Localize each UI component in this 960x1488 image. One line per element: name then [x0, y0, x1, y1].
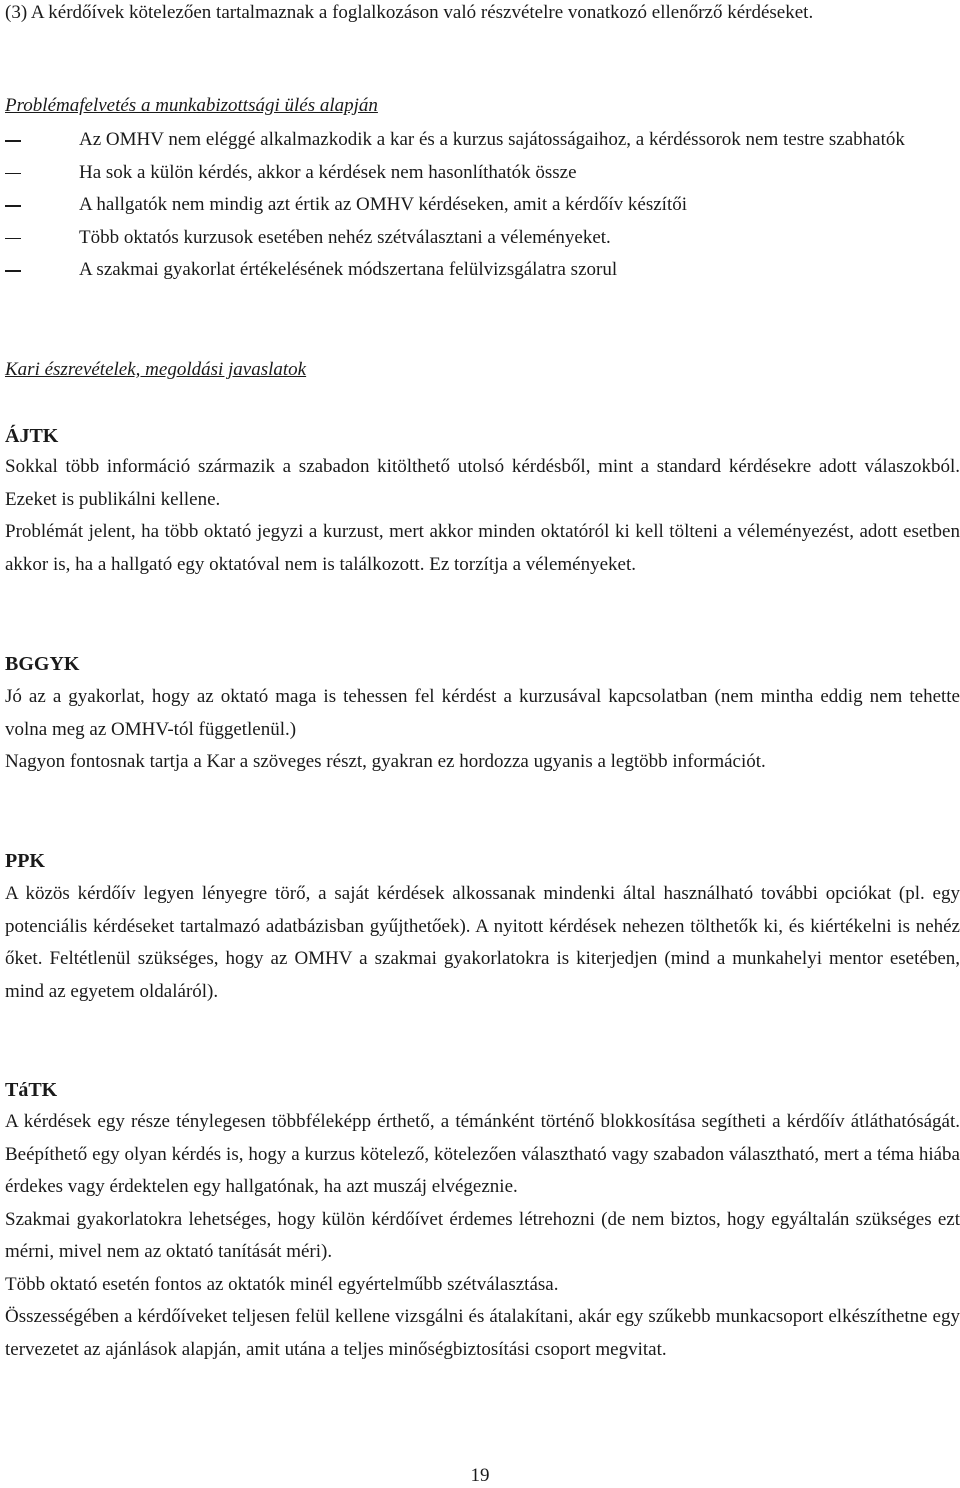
faculty-body-bggyk: [5, 681, 960, 779]
paragraph: Több oktató esetén fontos az oktatók minél egyértelműbb szétválasztása.: [5, 1273, 559, 1295]
faculty-body-tatk: [5, 1106, 960, 1366]
list-item-text: A szakmai gyakorlat értékelésének módszertana felülvizsgálatra szorul: [79, 259, 618, 280]
list-item-text: A hallgatók nem mindig azt értik az OMHV kérdéseken, amit a kérdőív készítői: [79, 194, 688, 215]
dash-bullet: [5, 140, 21, 142]
page-number: 19: [470, 1465, 490, 1486]
paragraph: A kérdések egy része ténylegesen többféleképp érthető, a témánként történő blokkosítása segítheti a kérdőív átláthatóságát. Beépíthető egy olyan kérdés is, hogy a kurzus kötelező, kötelezően választható vagy szabadon választható, mert a téma hiába érdekes vagy érdektelen egy hallgatónak, ha azt muszáj elvégeznie.: [5, 1111, 960, 1197]
dash-bullet: [5, 270, 21, 272]
list-item-text: Az OMHV nem eléggé alkalmazkodik a kar és a kurzus sajátosságaihoz, a kérdéssorok nem testre szabhatók: [79, 129, 905, 150]
list-item: [5, 189, 960, 222]
problems-list: [5, 124, 960, 287]
faculty-heading-tatk: TáTK: [5, 1079, 58, 1101]
observations-section-label: Kari észrevételek, megoldási javaslatok: [5, 359, 307, 380]
faculty-body-ppk: [5, 878, 960, 1008]
paragraph: Nagyon fontosnak tartja a Kar a szöveges részt, gyakran ez hordozza ugyanis a legtöbb információt.: [5, 751, 766, 772]
dash-bullet: [5, 173, 21, 175]
paragraph: Szakmai gyakorlatokra lehetséges, hogy külön kérdőívet érdemes létrehozni (de nem biztos, hogy egyáltalán szükséges ezt mérni, mivel nem az oktató tanítását méri).: [5, 1208, 960, 1262]
list-item: [5, 124, 960, 157]
faculty-heading-ppk: PPK: [5, 850, 45, 872]
paragraph: A közös kérdőív legyen lényegre törő, a saját kérdések alkossanak mindenki által használható további opciókat (pl. egy potenciális kérdéseket tartalmazó adatbázisban gyűjthetőek). A nyitott kérdések nehezen tölthetők ki, és kiértékelni is nehéz őket. Feltétlenül szükséges, hogy az OMHV a szakmai gyakorlatokra is kiterjedjen (mind a munkahelyi mentor esetében, mind az egyetem oldaláról).: [5, 883, 960, 1002]
faculty-heading-bggyk: BGGYK: [5, 653, 80, 675]
list-item: [5, 254, 960, 287]
list-item: [5, 222, 960, 255]
faculty-body-ajtk: [5, 451, 960, 581]
list-item-text: Ha sok a külön kérdés, akkor a kérdések nem hasonlíthatók össze: [79, 161, 577, 183]
paragraph: Sokkal több információ származik a szabadon kitölthető utolsó kérdésből, mint a standard kérdésekre adott válaszokból. Ezeket is publikálni kellene.: [5, 456, 960, 510]
problems-section-label: Problémafelvetés a munkabizottsági ülés alapján: [5, 95, 378, 116]
list-item-text: Több oktatós kurzusok esetében nehéz szétválasztani a véleményeket.: [79, 226, 611, 248]
paragraph: Jó az a gyakorlat, hogy az oktató maga is tehessen fel kérdést a kurzusával kapcsolatban (nem mintha eddig nem tehette volna meg az OMHV-tól függetlenül.): [5, 686, 960, 740]
list-item: [5, 157, 960, 190]
faculty-heading-ajtk: ÁJTK: [5, 425, 59, 447]
paragraph: Összességében a kérdőíveket teljesen felül kellene vizsgálni és átalakítani, akár egy szűkebb munkacsoport elkészíthetne egy tervezetet az ajánlások alapján, amit utána a teljes minőségbiztosítási csoport megvitat.: [5, 1306, 960, 1360]
dash-bullet: [5, 238, 21, 240]
dash-bullet: [5, 205, 21, 207]
intro-paragraph: (3) A kérdőívek kötelezően tartalmaznak a foglalkozáson való részvételre vonatkozó ellenőrző kérdéseket.: [5, 2, 814, 23]
paragraph: Problémát jelent, ha több oktató jegyzi a kurzust, mert akkor minden oktatóról ki kell tölteni a véleményezést, adott esetben akkor is, ha a hallgató egy oktatóval nem is találkozott. Ez torzítja a véleményeket.: [5, 521, 960, 575]
